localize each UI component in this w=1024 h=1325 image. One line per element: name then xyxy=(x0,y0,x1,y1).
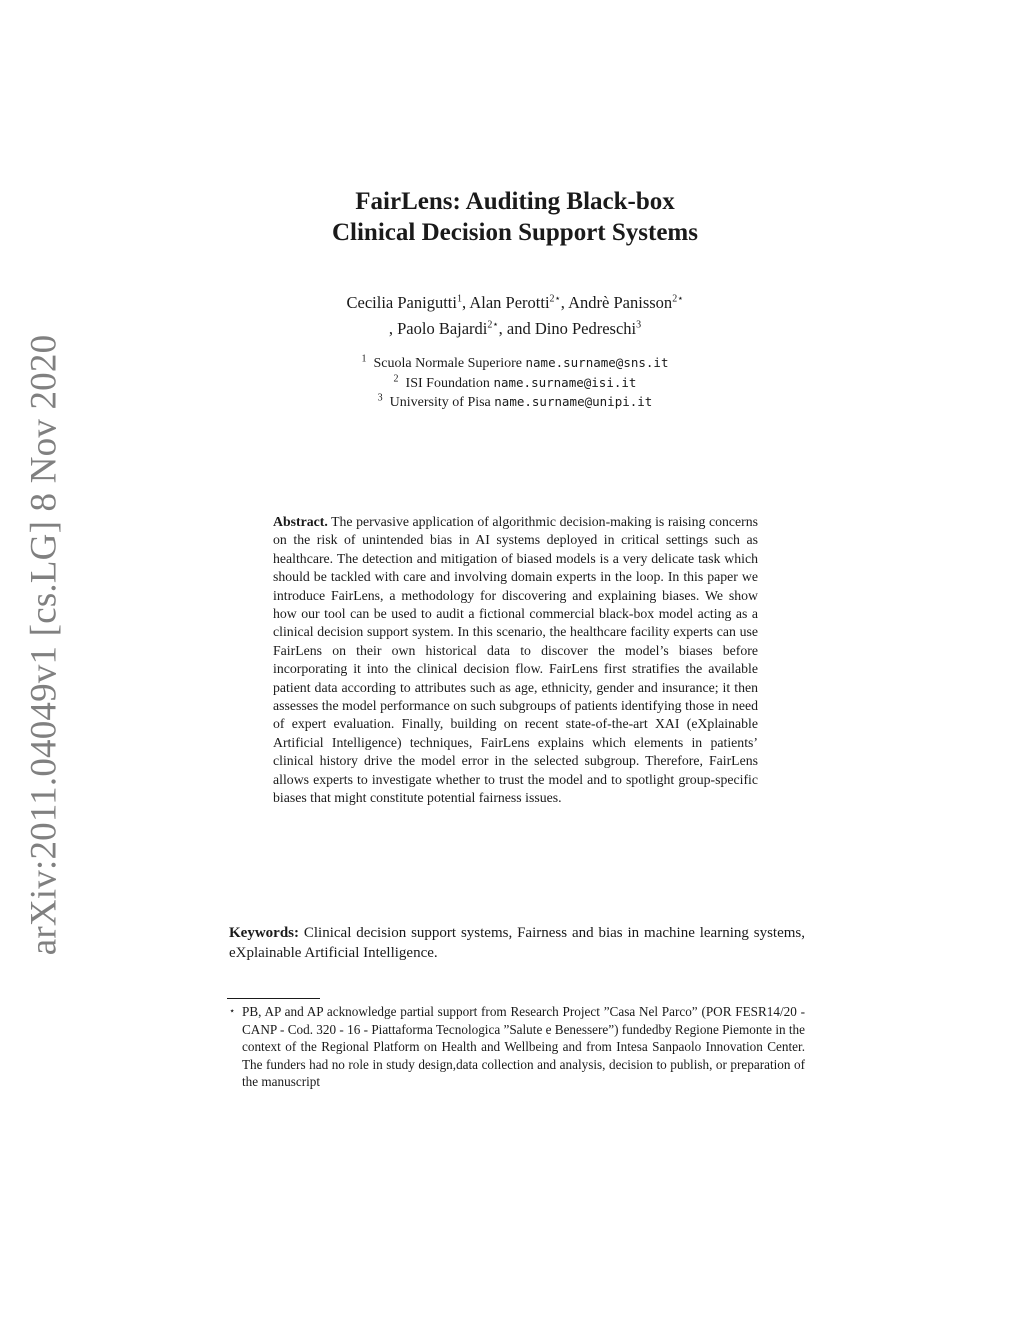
abstract xyxy=(273,513,758,808)
affiliation-list xyxy=(230,354,800,413)
affiliation-email: name.surname@sns.it xyxy=(525,355,669,370)
author-list xyxy=(230,290,800,342)
author-line-2 xyxy=(230,316,800,342)
affiliation-number: 2 xyxy=(393,372,399,384)
footnote xyxy=(229,1003,805,1091)
affiliation-email: name.surname@unipi.it xyxy=(494,394,653,409)
author-separator: , and xyxy=(498,319,535,338)
author-affiliation-mark: 3 xyxy=(636,319,642,331)
affiliation-email: name.surname@isi.it xyxy=(493,374,637,390)
author-line-1 xyxy=(230,290,800,316)
title-line-2: Clinical Decision Support Systems xyxy=(331,219,698,246)
affiliation-name: ISI Foundation xyxy=(405,375,490,391)
affiliation-name: Scuola Normale Superiore xyxy=(373,356,522,371)
author-name: Dino Pedreschi xyxy=(534,319,637,338)
title-line-1: FairLens: Auditing Black-box xyxy=(355,188,675,215)
author-separator: , xyxy=(461,293,470,312)
keywords xyxy=(229,924,805,963)
affiliation-number: 1 xyxy=(361,353,367,365)
arxiv-identifier-stamp: arXiv:2011.04049v1 [cs.LG] 8 Nov 2020 xyxy=(23,334,65,956)
abstract-label: Abstract. xyxy=(273,514,328,529)
affiliation-item xyxy=(230,354,800,374)
keywords-text: Clinical decision support systems, Fairness and bias in machine learning systems, eXplainable Artificial Intelligence. xyxy=(229,925,805,961)
abstract-text: The pervasive application of algorithmic decision-making is raising concerns on the risk of unintended bias in AI systems deployed in critical settings such as healthcare. The detection and mitigation of biased models is a very delicate task which should be tackled with care and involving domain experts in the loop. In this paper we introduce FairLens, a methodology for discovering and explaining biases. We show how our tool can be used to audit a fictional commercial black-box model acting as a clinical decision support system. In this scenario, the healthcare facility experts can use FairLens on their own historical data to discover the model’s biases before incorporating it into the clinical decision flow. FairLens first stratifies the available patient data according to attributes such as age, ethnicity, gender and insurance; it then assesses the model performance on such subgroups of patients identifying those in need of expert evaluation. Finally, building on recent state-of-the-art XAI (eXplainable Artificial Intelligence) techniques, FairLens explains which elements in patients’ clinical history drive the model error in the selected subgroup. Therefore, FairLens allows experts to investigate whether to trust the model and to spotlight group-specific biases that might constitute potential fairness issues. xyxy=(273,514,758,806)
affiliation-name: University of Pisa xyxy=(389,395,491,410)
footnote-divider xyxy=(227,998,320,999)
paper-title xyxy=(230,186,800,248)
keywords-label: Keywords: xyxy=(229,925,299,941)
author-affiliation-mark: 2⋆ xyxy=(487,319,499,331)
author-name: Cecilia Panigutti xyxy=(346,293,457,312)
author-separator: , xyxy=(560,293,569,312)
author-name: Andrè Panisson xyxy=(568,293,673,312)
affiliation-item xyxy=(230,374,800,394)
author-name: , Paolo Bajardi xyxy=(388,319,488,338)
affiliation-item xyxy=(230,393,800,413)
footnote-text: PB, AP and AP acknowledge partial support from Research Project ”Casa Nel Parco” (POR FESR14/20 - CANP - Cod. 320 - 16 - Piattaforma Tecnologica ”Salute e Benessere”) fundedby Regione Piemonte in the context of the Regional Platform on Health and Wellbeing and from Intesa Sanpaolo Innovation Center. The funders had no role in study design,data collection and analysis, decision to publish, or preparation of the manuscript xyxy=(242,1004,805,1090)
affiliation-number: 3 xyxy=(377,392,383,404)
footnote-mark: ⋆ xyxy=(229,1006,236,1017)
author-name: Alan Perotti xyxy=(469,293,550,312)
author-affiliation-mark: 2⋆ xyxy=(672,293,684,305)
author-affiliation-mark: 2⋆ xyxy=(549,293,561,305)
author-affiliation-mark: 1 xyxy=(456,293,462,305)
